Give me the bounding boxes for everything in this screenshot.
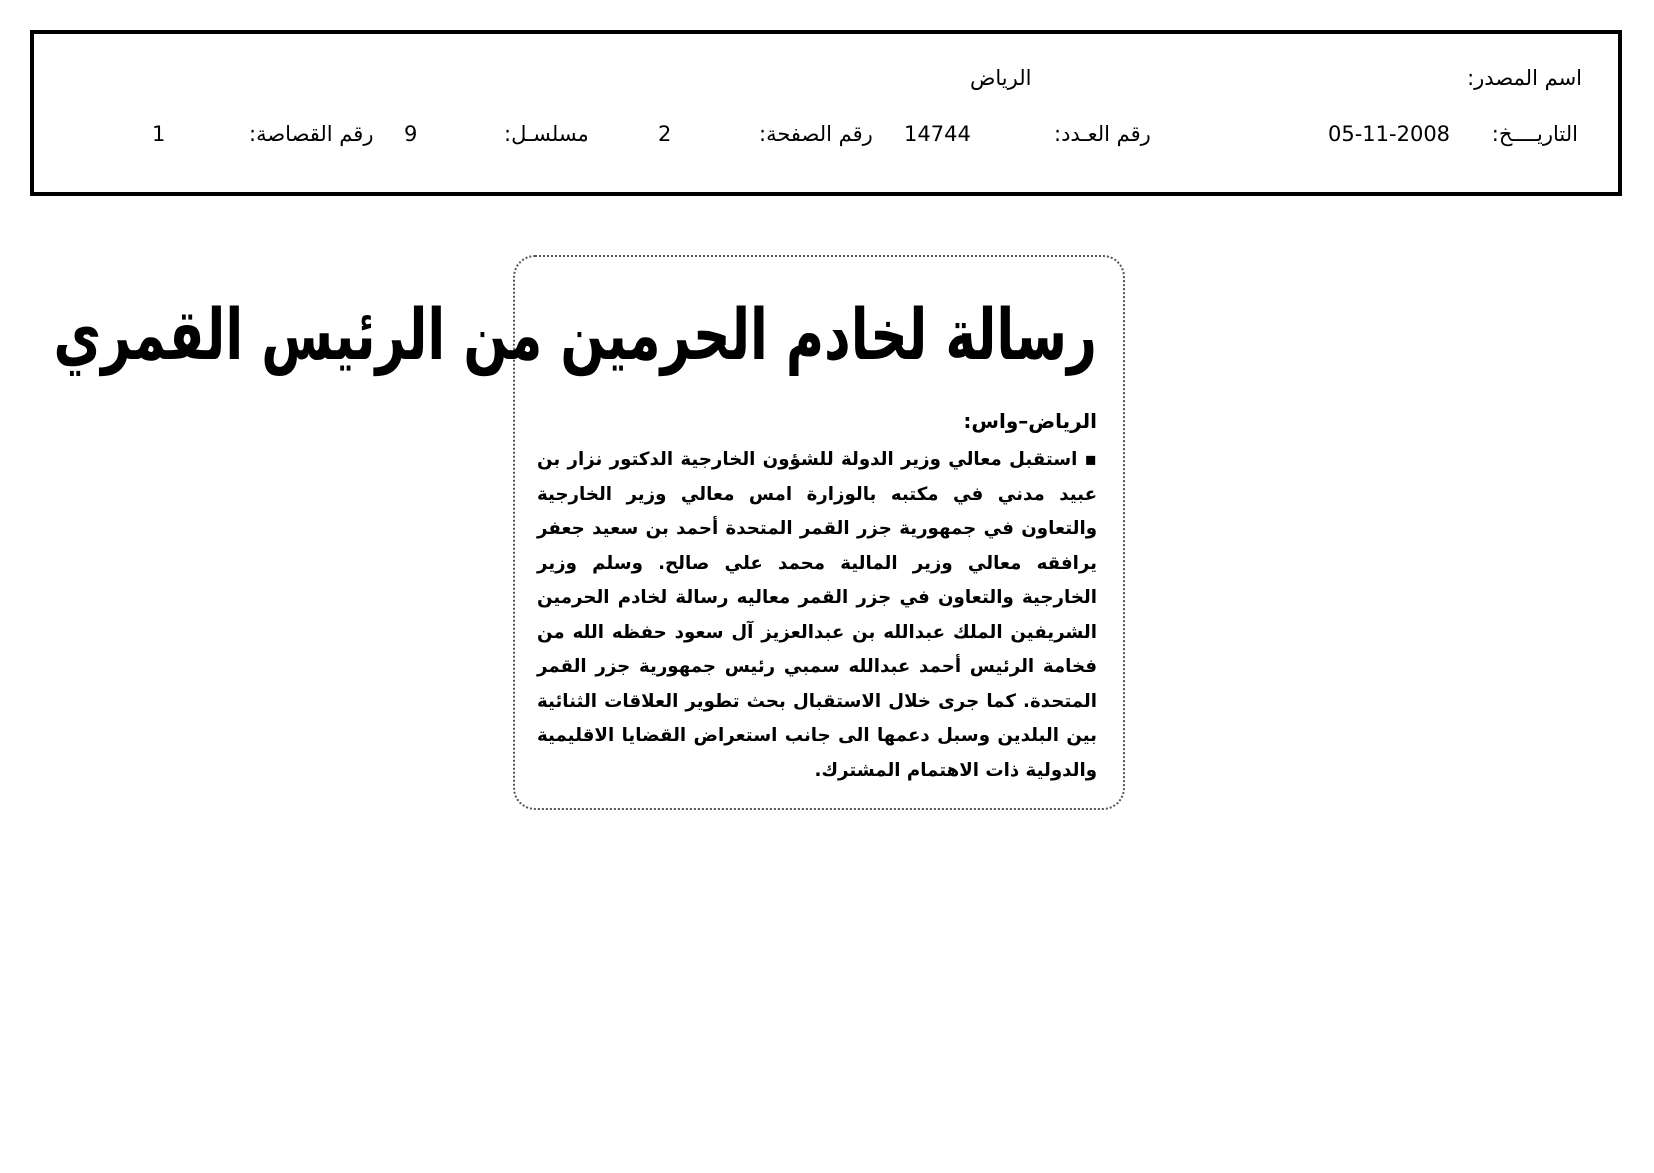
date-value: 05-11-2008	[1328, 122, 1451, 146]
issue-value: 14744	[904, 122, 971, 146]
newspaper-clipping	[53, 255, 1125, 810]
article-dateline: الرياض–واس:	[963, 409, 1097, 433]
document-header	[30, 30, 1622, 196]
serial-value: 9	[404, 122, 418, 146]
date-label: التاريــــخ:	[1491, 122, 1578, 146]
clip-value: 1	[152, 122, 166, 146]
source-label: اسم المصدر:	[1467, 66, 1582, 90]
clip-label: رقم القصاصة:	[249, 122, 374, 146]
serial-label: مسلسـل:	[504, 122, 589, 146]
source-value: الرياض	[970, 66, 1032, 90]
article-headline: رسالة لخادم الحرمين من الرئيس القمري	[53, 295, 1097, 377]
page-label: رقم الصفحة:	[759, 122, 873, 146]
issue-label: رقم العـدد:	[1054, 122, 1151, 146]
article-body: ▪ استقبل معالي وزير الدولة للشؤون الخارجية الدكتور نزار بن عبيد مدني في مكتبه بالوزارة امس معالي وزير الخارجية والتعاون في جمهورية جزر القمر المتحدة أحمد بن سعيد جعفر يرافقه معالي وزير المالية محمد علي صالح. وسلم وزير الخارجية والتعاون في جزر القمر معاليه رسالة لخادم الحرمين الشريفين الملك عبدالله بن عبدالعزيز آل سعود حفظه الله من فخامة الرئيس أحمد عبدالله سمبي رئيس جمهورية جزر القمر المتحدة. كما جرى خلال الاستقبال بحث تطوير العلاقات الثنائية بين البلدين وسبل دعمها الى جانب استعراض القضايا الاقليمية والدولية ذات الاهتمام المشترك.	[537, 449, 1097, 781]
page-value: 2	[658, 122, 672, 146]
